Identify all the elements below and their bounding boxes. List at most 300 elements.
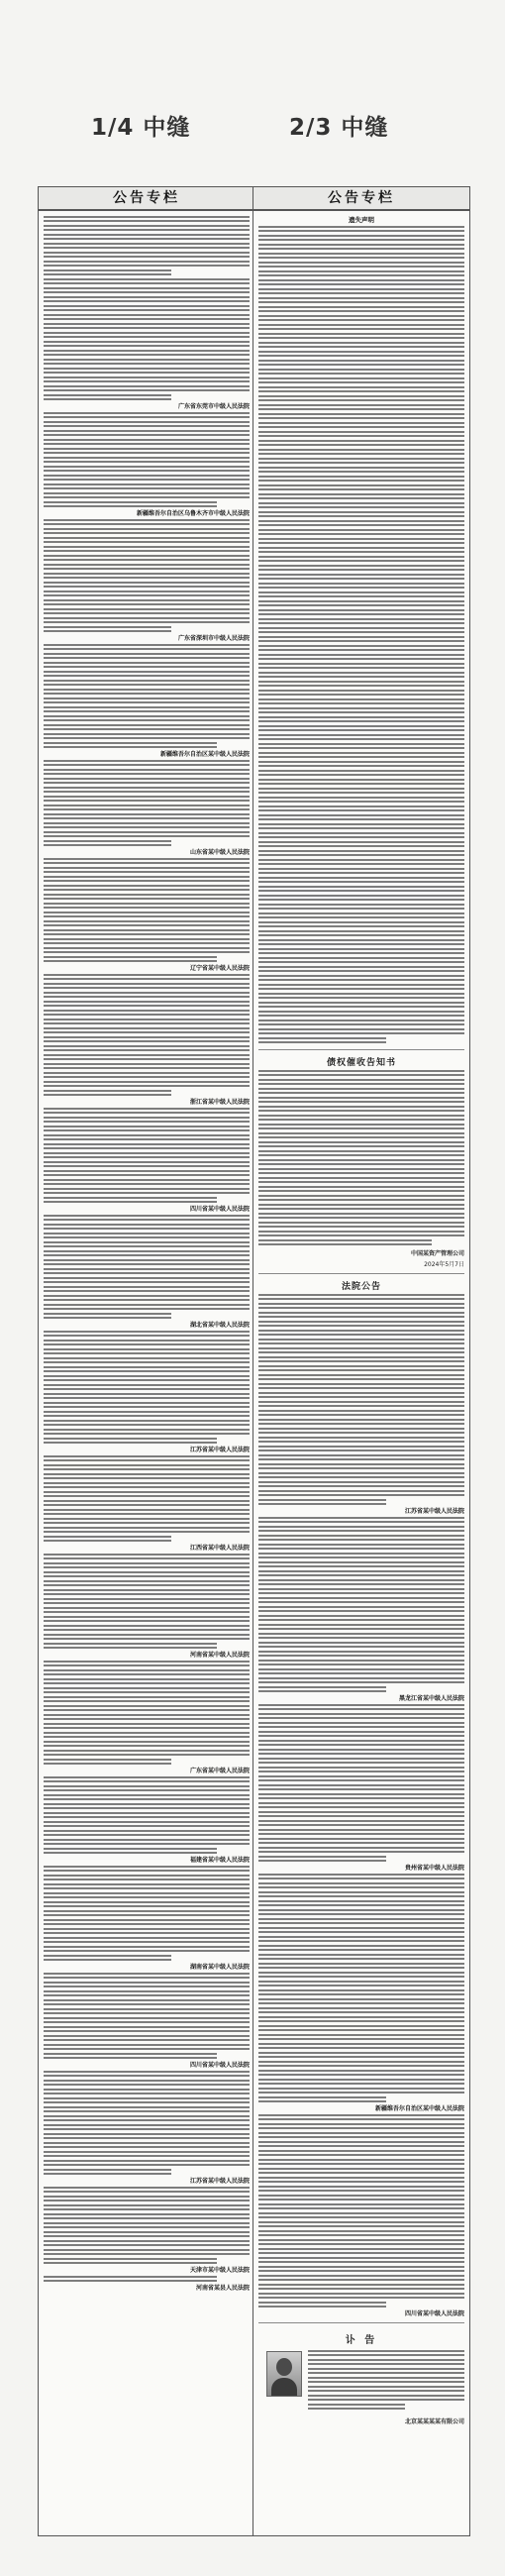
notice-text: [258, 2061, 464, 2068]
notice-text: [258, 734, 464, 741]
notice-block: [258, 1294, 464, 1515]
notice-text: [258, 1132, 464, 1139]
notice-text: [44, 885, 250, 892]
notice-text: [258, 1927, 464, 1934]
notice-text: [44, 876, 250, 883]
notice-block: [258, 2114, 464, 2317]
obituary-text: [308, 2350, 464, 2411]
notice-text: [44, 1946, 250, 1953]
notice-text: [258, 1686, 386, 1693]
notice-text: [258, 1177, 464, 1184]
notice-text: [258, 2239, 464, 2246]
notice-text: [258, 1490, 464, 1497]
notice-text: [44, 1616, 250, 1623]
notice-text: [258, 600, 464, 607]
notice-text: [258, 1079, 464, 1086]
notice-text: [44, 1732, 250, 1739]
notice-text: [258, 1535, 464, 1542]
notice-text: [44, 1482, 250, 1489]
notice-text: [44, 350, 250, 357]
notice-text: [44, 2276, 217, 2283]
notice-text: [258, 556, 464, 563]
notice-text: [258, 1499, 386, 1506]
notice-text: [44, 1625, 250, 1632]
notice-text: [258, 2034, 464, 2041]
notice-text: [258, 1037, 386, 1044]
notice-text: [44, 1901, 250, 1908]
notice-text: [44, 341, 250, 348]
notice-text: [258, 1141, 464, 1148]
notice-text: [258, 253, 464, 260]
notice-text: [258, 395, 464, 402]
notice-text: [44, 974, 250, 981]
notice-text: [258, 1312, 464, 1319]
notice-text: [44, 2115, 250, 2122]
notice-block: [44, 519, 250, 642]
notice-text: [258, 2114, 464, 2121]
notice-text: [258, 493, 464, 500]
notice-text: [258, 1767, 464, 1773]
notice-text: [258, 1677, 464, 1684]
notice-block: [44, 1331, 250, 1453]
notice-court-name: 湖南省某中级人民法院: [189, 1964, 250, 1971]
notice-text: [44, 421, 250, 428]
notice-text: [258, 993, 464, 1000]
notice-text: [44, 1589, 250, 1596]
notice-text: [258, 538, 464, 545]
notice-text: [44, 1696, 250, 1703]
notice-text: [44, 582, 250, 589]
notice-text: [258, 1972, 464, 1979]
notice-text: [258, 591, 464, 598]
notice-text: [44, 376, 250, 383]
notice-text: [258, 1597, 464, 1604]
notice-text: [44, 457, 250, 464]
notice-text: [258, 1204, 464, 1211]
notice-text: [258, 1392, 464, 1399]
notice-court-name: 四川省某中级人民法院: [189, 2062, 250, 2069]
notice-text: [44, 430, 250, 437]
notice-text: [44, 1607, 250, 1614]
notice-text: [44, 1001, 250, 1008]
notice-text: [258, 725, 464, 732]
notice-text: [258, 1829, 464, 1836]
notice-text: [44, 2035, 250, 2042]
notice-text: [44, 564, 250, 571]
notice-text: [44, 2071, 250, 2078]
notice-text: [258, 2159, 464, 2166]
notice-text: [258, 288, 464, 295]
announcement-column-right: [252, 186, 470, 2536]
notice-text: [44, 1955, 171, 1962]
notice-text: [44, 724, 250, 731]
notice-text: [258, 832, 464, 839]
section-title-court: 法院公告: [341, 1282, 381, 1292]
notice-text: [258, 1446, 464, 1452]
notice-text: [258, 1615, 464, 1622]
notice-text: [44, 1464, 250, 1471]
notice-text: [258, 279, 464, 286]
notice-text: [258, 609, 464, 616]
notice-text: [258, 1213, 464, 1220]
notice-text: [258, 921, 464, 928]
notice-text: [258, 2221, 464, 2228]
obituary-portrait: [266, 2351, 302, 2397]
column-body: [253, 211, 469, 2430]
notice-text: [258, 1775, 464, 1782]
notice-text: [258, 618, 464, 625]
notice-text: [44, 1580, 250, 1587]
notice-text: [258, 930, 464, 937]
notice-text: [44, 1643, 217, 1650]
notice-text: [258, 681, 464, 688]
notice-text: [44, 2142, 250, 2149]
notice-text: [44, 1910, 250, 1917]
notice-text: [44, 1233, 250, 1239]
notice-block: [44, 1455, 250, 1552]
notice-box-body: [258, 1070, 464, 1246]
notice-text: [258, 476, 464, 483]
notice-text: [258, 1020, 464, 1026]
notice-block: [44, 216, 250, 276]
notice-text: [44, 1117, 250, 1124]
notice-text: [44, 1348, 250, 1355]
notice-text: [258, 1704, 464, 1711]
notice-text: [44, 1010, 250, 1017]
notice-text: [44, 1152, 250, 1159]
notice-text: [258, 850, 464, 857]
notice-block: [44, 974, 250, 1106]
notice-block: [44, 412, 250, 517]
notice-text: [44, 1143, 250, 1150]
notice-text: [258, 698, 464, 705]
notice-text: [258, 270, 464, 277]
notice-text: [44, 1830, 250, 1837]
notice-text: [258, 413, 464, 420]
notice-block: [44, 1973, 250, 2069]
notice-text: [44, 894, 250, 901]
notice-text: [44, 1063, 250, 1070]
notice-text: [44, 2133, 250, 2140]
notice-text: [44, 1741, 250, 1748]
notice-text: [44, 2053, 217, 2060]
notice-text: [258, 1945, 464, 1952]
lost-statement-list: [258, 226, 464, 1044]
notice-text: [44, 1161, 250, 1168]
notice-text: [258, 1356, 464, 1363]
notice-text: [44, 1455, 250, 1462]
notice-text: [44, 412, 250, 419]
notice-text: [258, 788, 464, 795]
notice-text: [258, 1847, 464, 1854]
notice-text: [44, 1678, 250, 1685]
notice-text: [258, 1802, 464, 1809]
notice-text: [44, 617, 250, 624]
notice-text: [258, 297, 464, 304]
notice-text: [44, 2106, 250, 2113]
obituary: [258, 2331, 464, 2430]
notice-text: [258, 1481, 464, 1488]
notice-text: [258, 1028, 464, 1035]
notice-block: [44, 760, 250, 856]
notice-text: [44, 1866, 250, 1873]
notice-text: [44, 1598, 250, 1605]
notice-text: [44, 2187, 250, 2194]
column-header: 公告专栏: [253, 187, 469, 211]
notice-block: [44, 858, 250, 972]
notice-text: [44, 2204, 250, 2211]
notice-text: [44, 1999, 250, 2006]
notice-text: [258, 2132, 464, 2139]
notice-text: [44, 1571, 250, 1578]
notice-text: [44, 698, 250, 704]
notice-text: [258, 449, 464, 456]
notice-text: [258, 1186, 464, 1193]
notice-text: [258, 877, 464, 884]
notice-text: [44, 715, 250, 722]
notice-text: [258, 342, 464, 349]
notice-text: [258, 583, 464, 590]
notice-text: [44, 359, 250, 366]
notice-text: [258, 1561, 464, 1568]
notice-text: [44, 796, 250, 803]
notice-text: [44, 243, 250, 250]
notice-text: [44, 1268, 250, 1275]
notice-text: [44, 1473, 250, 1480]
notice-text: [258, 1909, 464, 1916]
notice-text: [44, 1973, 250, 1980]
notice-text: [258, 2096, 386, 2103]
notice-text: [258, 1998, 464, 2005]
notice-text: [258, 1410, 464, 1417]
notice-text: [258, 244, 464, 251]
notice-text: [44, 1108, 250, 1115]
notice-text: [258, 957, 464, 964]
notice-text: [44, 2196, 250, 2202]
notice-text: [44, 519, 250, 526]
notice-text: [258, 2203, 464, 2210]
notice-text: [44, 1295, 250, 1302]
notice-text: [44, 1331, 250, 1338]
notice-text: [258, 904, 464, 911]
notice-text: [258, 2043, 464, 2050]
notice-block: [44, 644, 250, 758]
notice-text: [258, 2302, 386, 2308]
notice-text: [258, 1239, 432, 1246]
notice-text: [44, 1919, 250, 1926]
notice-text: [44, 2089, 250, 2095]
notice-text: [44, 1224, 250, 1231]
notice-text: [44, 1241, 250, 1248]
notice-text: [258, 1784, 464, 1791]
notice-court-name: 广东省深圳市中级人民法院: [177, 635, 250, 642]
notice-text: [44, 2124, 250, 2131]
notice-text: [44, 1500, 250, 1507]
notice-text: [44, 2160, 250, 2167]
notice-text: [258, 1856, 386, 1863]
notice-text: [258, 1097, 464, 1104]
notice-text: [44, 1982, 250, 1988]
notice-text: [44, 1848, 217, 1855]
notice-text: [44, 1179, 250, 1186]
column-body: [39, 211, 254, 2292]
notice-text: [44, 1661, 250, 1667]
notice-text: [258, 1303, 464, 1310]
notice-text: [258, 2284, 464, 2291]
notice-text: [44, 1785, 250, 1792]
notice-text: [44, 537, 250, 544]
notice-text: [44, 1892, 250, 1899]
notice-text: [44, 1402, 250, 1409]
notice-text: [44, 938, 250, 945]
notice-text: [44, 590, 250, 597]
notice-text: [258, 716, 464, 723]
notice-text: [44, 706, 250, 713]
notice-text: [44, 1126, 250, 1132]
notice-text: [44, 626, 171, 633]
notice-text: [44, 1250, 250, 1257]
notice-text: [44, 1420, 250, 1427]
notice-text: [44, 216, 250, 223]
notice-text: [258, 814, 464, 821]
notice-text: [44, 2249, 250, 2256]
notice-text: [258, 1588, 464, 1595]
notice-text: [44, 1509, 250, 1516]
notice-text: [44, 1384, 250, 1391]
notice-court-name: 河南省某中级人民法院: [189, 1652, 250, 1659]
notice-court-name: 新疆维吾尔自治区某中级人民法院: [374, 2105, 464, 2112]
notice-text: [258, 1526, 464, 1533]
notice-text: [258, 306, 464, 313]
notice-text: [258, 868, 464, 875]
notice-text: [258, 1963, 464, 1970]
notice-text: [258, 235, 464, 242]
notice-text: [44, 1366, 250, 1373]
notice-text: [258, 351, 464, 358]
notice-text: [44, 1054, 250, 1061]
notice-text: [258, 574, 464, 581]
notice-text: [258, 1811, 464, 1818]
notice-text: [44, 1393, 250, 1400]
notice-text: [258, 1793, 464, 1800]
notice-text: [258, 1722, 464, 1729]
notice-text: [44, 1357, 250, 1364]
notice-text: [258, 360, 464, 367]
notice-text: [258, 422, 464, 429]
footer-court-name: 河南省某县人民法院: [195, 2285, 250, 2292]
notice-text: [258, 1918, 464, 1925]
notice-text: [258, 1713, 464, 1720]
notice-text: [44, 608, 250, 615]
notice-text: [44, 483, 250, 490]
notice-text: [258, 1231, 464, 1237]
notice-text: [258, 2016, 464, 2023]
notice-text: [44, 252, 250, 259]
notice-text: [44, 858, 250, 865]
notice-text: [258, 2186, 464, 2193]
notice-box-title: 债权催收告知书: [326, 1058, 396, 1068]
notice-text: [44, 1375, 250, 1382]
notice-text: [44, 2097, 250, 2104]
notice-text: [44, 546, 250, 553]
notice-text: [44, 287, 250, 294]
notice-text: [44, 2008, 250, 2015]
notice-text: [258, 1874, 464, 1880]
notice-text: [44, 234, 250, 241]
notice-text: [44, 805, 250, 811]
notice-text: [44, 439, 250, 446]
notice-block: [44, 1661, 250, 1774]
notice-text: [258, 1150, 464, 1157]
notice-text: [258, 1365, 464, 1372]
notice-text: [44, 2213, 250, 2220]
divider: [258, 1049, 464, 1050]
notice-text: [258, 1989, 464, 1996]
notice-text: [44, 1928, 250, 1935]
notice-text: [258, 1838, 464, 1845]
notice-block: [44, 1215, 250, 1329]
notice-text: [258, 467, 464, 474]
notice-text: [44, 1839, 250, 1846]
notice-text: [308, 2368, 464, 2375]
notice-text: [258, 2293, 464, 2300]
notice-text: [44, 1536, 171, 1543]
notice-text: [258, 1463, 464, 1470]
notice-block: [44, 1866, 250, 1971]
notice-text: [258, 1740, 464, 1747]
notice-text: [44, 1090, 171, 1097]
notice-court-name: 贵州省某中级人民法院: [404, 1865, 464, 1872]
fold-label-left: 1/4 中缝: [91, 115, 191, 141]
notice-box-sign: 中国某资产管理公司: [410, 1250, 464, 1257]
notice-text: [44, 929, 250, 936]
notice-text: [44, 1188, 250, 1195]
notice-court-name: 黑龙江省某中级人民法院: [398, 1695, 464, 1702]
notice-text: [44, 733, 250, 740]
notice-court-name: 江西省某中级人民法院: [189, 1545, 250, 1552]
notice-text: [258, 1070, 464, 1077]
notice-text: [44, 1776, 250, 1783]
notice-text: [258, 1633, 464, 1640]
notice-block: [44, 1108, 250, 1213]
notice-court-name: 湖北省某中级人民法院: [189, 1322, 250, 1329]
notice-text: [258, 627, 464, 634]
notice-text: [258, 2079, 464, 2086]
notice-text: [258, 2257, 464, 2264]
notice-text: [44, 1937, 250, 1944]
notice-text: [44, 1554, 250, 1560]
notice-text: [44, 501, 217, 508]
notice-court-name: 天津市某中级人民法院: [189, 2267, 250, 2274]
notice-text: [258, 1544, 464, 1551]
notice-text: [44, 1197, 217, 1204]
notice-text: [258, 440, 464, 447]
notice-text: [44, 394, 171, 401]
notice-text: [258, 1570, 464, 1577]
notice-text: [44, 1019, 250, 1025]
notice-text: [258, 1222, 464, 1229]
notice-text: [44, 323, 250, 330]
notice-text: [258, 1330, 464, 1337]
notice-court-name: 新疆维吾尔自治区某中级人民法院: [159, 751, 250, 758]
notice-text: [44, 2151, 250, 2158]
notice-text: [44, 680, 250, 687]
notice-text: [44, 305, 250, 312]
notice-text: [44, 920, 250, 927]
notice-text: [258, 912, 464, 919]
notice-text: [258, 1981, 464, 1987]
notice-text: [258, 2070, 464, 2077]
